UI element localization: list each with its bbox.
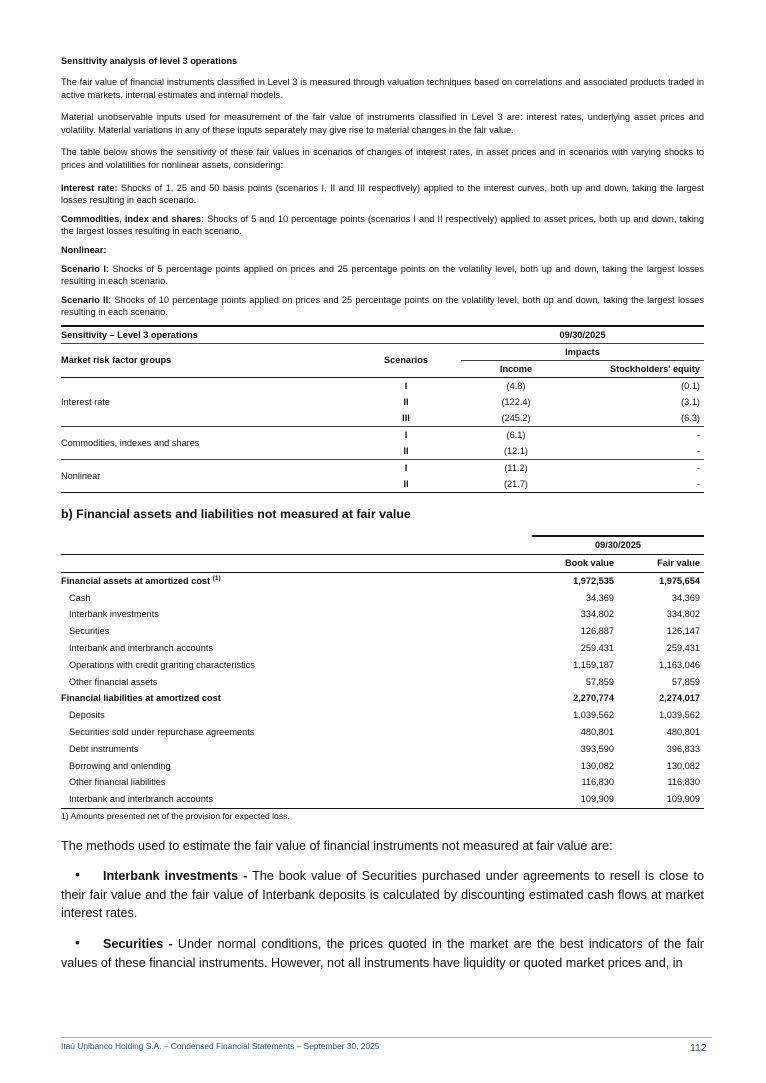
scenario-1-label: Scenario I: (61, 263, 109, 274)
book-cell: 130,082 (580, 760, 614, 771)
nonlinear-heading (61, 244, 704, 257)
footnote-marker: (1) (212, 575, 221, 583)
table-row (61, 707, 704, 724)
assets-book: 1,972,535 (573, 575, 614, 586)
table-row (61, 589, 704, 606)
table-row (61, 774, 704, 791)
table-row (61, 690, 704, 707)
paragraph-fair-value: The fair value of financial instruments classified in Level 3 is measured through valuation techniques based on correlations and associated products traded in active markets, internal estimates and internal models. (61, 77, 704, 100)
book-cell: 126,887 (580, 626, 614, 637)
row-label: Interbank investments (69, 609, 159, 620)
bullet-icon: • (75, 866, 80, 883)
scenario-2-label: Scenario II: (61, 294, 112, 305)
scenario-cell: I (404, 380, 408, 391)
equity-cell: - (571, 476, 704, 493)
col-equity: Stockholders' equity (571, 360, 704, 377)
table-header-row (61, 554, 704, 572)
paragraph-table-intro: The table below shows the sensitivity of these fair values in scenarios of changes of interest rates, in asset prices and in scenarios with varying shocks to prices and volatilities for nonlinear assets, considering: (61, 147, 704, 170)
book-cell: 259,431 (580, 643, 614, 654)
fair-cell: 480,801 (666, 727, 700, 738)
row-label: Debt instruments (69, 743, 139, 754)
paragraph-commodities (61, 213, 704, 238)
fair-cell: 57,859 (671, 676, 700, 687)
interbank-text: The book value of Securities purchased under agreements to resell is close to their fair value and the fair value of Interbank deposits is calculated by discounting estimated cash flows at market interest rates. (61, 869, 704, 921)
table-row (61, 426, 704, 443)
page-content (61, 56, 704, 972)
securities-text: Under normal conditions, the prices quoted in the market are the best indicators of the fair values of these financial instruments. However, not all instruments have liquidity or quoted market prices and, in (61, 937, 704, 970)
page-number: 112 (690, 1043, 707, 1054)
table-header-row (61, 343, 704, 360)
fair-cell: 1,039,562 (659, 710, 700, 721)
commodities-label: Commodities, index and shares: (61, 213, 205, 224)
interest-rate-label: Interest rate: (61, 182, 118, 193)
fair-cell: 259,431 (666, 643, 700, 654)
bullet-icon: • (75, 934, 80, 951)
methods-intro: The methods used to estimate the fair value of financial instruments not measured at fair value are: (61, 838, 613, 853)
row-label: Interbank and interbranch accounts (69, 643, 214, 654)
bullet-interbank-text (61, 867, 704, 923)
scenario-cell: II (403, 396, 409, 407)
sensitivity-table (61, 325, 704, 493)
table-footnote: 1) Amounts presented net of the provision for expected loss. (61, 810, 290, 821)
assets-label: Financial assets at amortized cost $^{(1)}$ (61, 575, 221, 587)
row-label: Borrowing and onlending (69, 760, 171, 771)
equity-cell: (0.1) (681, 380, 700, 391)
book-cell: 57,859 (585, 676, 614, 687)
table-title: Sensitivity – Level 3 operations (61, 326, 461, 344)
row-label: Deposits (69, 710, 105, 721)
scenario-2-text: Shocks of 10 percentage points applied on prices and 25 percentage points on the volatility level, both up and down, taking the largest losses resulting in each scenario. (61, 294, 704, 318)
row-label: Other financial liabilities (69, 777, 166, 788)
fair-cell: 396,833 (666, 743, 700, 754)
scenario-cell: II (351, 443, 461, 460)
row-label: Other financial assets (69, 676, 158, 687)
income-cell: (4.8) (506, 380, 526, 391)
income-cell: (245.2) (461, 410, 571, 427)
fair-cell: 34,369 (671, 592, 700, 603)
table-row (61, 640, 704, 657)
sensitivity-heading: Sensitivity analysis of level 3 operations (61, 56, 238, 66)
liabilities-label: Financial liabilities at amortized cost (61, 693, 221, 704)
group-name: Interest rate (61, 377, 351, 426)
table-date: 09/30/2025 (461, 326, 704, 344)
scenario-1-text: Shocks of 5 percentage points applied on prices and 25 percentage points on the volatility level, both up and down, taking the largest losses resulting in each scenario. (61, 263, 704, 287)
book-cell: 34,369 (585, 592, 614, 603)
table-row (61, 377, 704, 394)
income-cell: (6.1) (506, 429, 526, 440)
book-cell: 116,830 (581, 777, 614, 788)
table-row (61, 724, 704, 741)
col-income: Income (461, 360, 571, 377)
income-cell: (21.7) (461, 476, 571, 493)
income-cell: (12.1) (461, 443, 571, 460)
book-cell: 334,802 (580, 609, 614, 620)
col-book-value: Book value (532, 554, 618, 572)
paragraph-unobservable-inputs: Material unobservable inputs used for measurement of the fair value of instruments classified in Level 3 are: interest rates, underlying asset prices and volatility. Material variations in any of these inputs separately may give rise to material changes in the fair value. (61, 112, 704, 135)
table-row (61, 791, 704, 808)
table-row (61, 757, 704, 774)
table-row (61, 459, 704, 476)
equity-cell: - (571, 443, 704, 460)
row-label: Interbank and interbranch accounts (61, 791, 532, 808)
equity-cell: (3.1) (681, 396, 700, 407)
equity-cell: (6.3) (571, 410, 704, 427)
row-label: Securities (69, 626, 110, 637)
fair-cell: 126,147 (666, 626, 700, 637)
col-impacts: Impacts (461, 343, 704, 360)
col-market-risk: Market risk factor groups (61, 343, 351, 377)
footer-divider (61, 1037, 712, 1038)
fair-cell: 334,802 (666, 609, 700, 620)
table-row (61, 623, 704, 640)
liabilities-book: 2,270,774 (573, 693, 614, 704)
table-row (61, 656, 704, 673)
book-cell: 480,801 (580, 727, 614, 738)
bullet-securities-text (61, 935, 704, 972)
bullet-securities (61, 935, 704, 972)
commodities-text: Shocks of 5 and 10 percentage points (scenarios I and II respectively) applied to asset prices, both up and down, taking the largest losses resulting in each scenario. (61, 213, 704, 237)
scenario-cell: III (351, 410, 461, 427)
paragraph-scenario-1 (61, 263, 704, 288)
table2-date: 09/30/2025 (532, 536, 704, 554)
liabilities-fair: 2,274,017 (659, 693, 700, 704)
scenario-cell: I (404, 462, 408, 473)
fair-cell: 1,163,046 (659, 659, 700, 670)
group-name: Nonlinear (61, 459, 351, 492)
amortized-cost-table (61, 535, 704, 809)
fair-cell: 130,082 (666, 760, 700, 771)
paragraph-scenario-2 (61, 294, 704, 319)
row-label: Cash (69, 592, 91, 603)
paragraph-interest-rate (61, 182, 704, 207)
fair-cell: 109,909 (618, 791, 704, 808)
interbank-label: Interbank investments - (103, 869, 248, 884)
table-header-row (61, 326, 704, 344)
table-row (61, 572, 704, 589)
book-cell: 1,039,562 (573, 710, 614, 721)
table-row (61, 740, 704, 757)
bullet-interbank (61, 867, 704, 923)
income-cell: (11.2) (504, 462, 528, 473)
equity-cell: - (696, 429, 700, 440)
securities-label: Securities - (103, 937, 173, 952)
fair-cell: 116,830 (667, 777, 700, 788)
row-label: Operations with credit granting characteristics (69, 659, 255, 670)
table-row (61, 673, 704, 690)
row-label: Securities sold under repurchase agreements (69, 727, 255, 738)
book-cell: 109,909 (532, 791, 618, 808)
book-cell: 393,590 (580, 743, 614, 754)
footer-text: Itaú Unibanco Holding S.A. – Condensed Financial Statements – September 30, 2025 (61, 1041, 380, 1051)
scenario-cell: II (351, 476, 461, 493)
section-b-heading: b) Financial assets and liabilities not measured at fair value (61, 506, 411, 521)
interest-rate-text: Shocks of 1, 25 and 50 basis points (scenarios I, II and III respectively) applied to the interest curves, both up and down, taking the largest losses resulting in each scenario. (61, 182, 704, 206)
book-cell: 1,159,187 (573, 659, 614, 670)
table-header-row (61, 536, 704, 554)
group-name: Commodities, indexes and shares (61, 426, 351, 459)
col-fair-value: Fair value (618, 554, 704, 572)
table-row (61, 606, 704, 623)
income-cell: (122.4) (501, 396, 531, 407)
scenario-cell: I (404, 429, 408, 440)
assets-fair: 1,975,654 (659, 575, 700, 586)
col-scenarios: Scenarios (351, 343, 461, 377)
equity-cell: - (696, 462, 700, 473)
nonlinear-label: Nonlinear: (61, 244, 107, 255)
